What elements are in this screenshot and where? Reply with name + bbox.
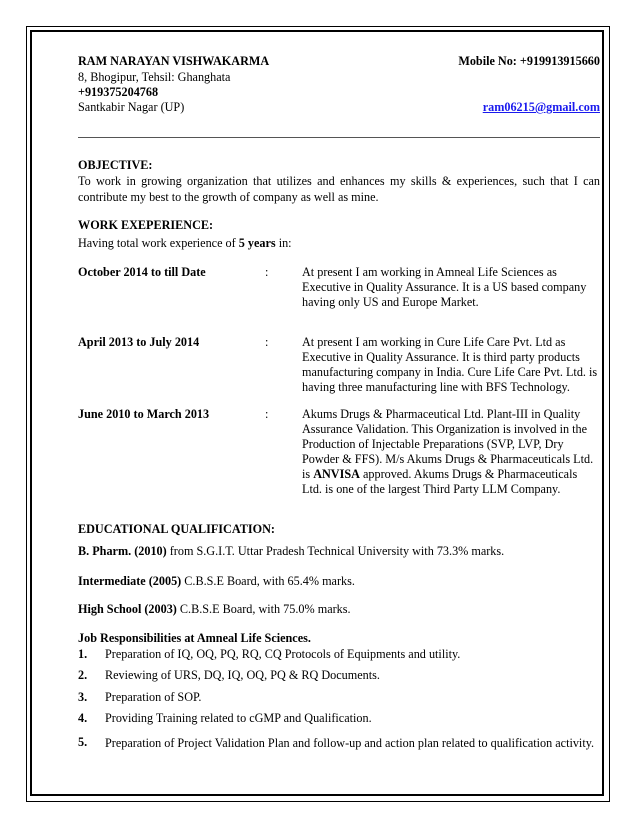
job-1-dates: October 2014 to till Date	[78, 265, 206, 279]
work-summary-prefix: Having total work experience of	[78, 236, 239, 250]
list-number: 5.	[78, 735, 88, 749]
objective-heading: OBJECTIVE:	[78, 158, 153, 172]
education-degree: Intermediate (2005)	[78, 574, 182, 588]
list-text: Preparation of IQ, OQ, PQ, RQ, CQ Protocols of Equipments and utility.	[105, 647, 461, 661]
job-3-anvisa: ANVISA	[313, 467, 360, 481]
address-line-1: 8, Bhogipur, Tehsil: Ghanghata	[78, 70, 231, 84]
education-heading: EDUCATIONAL QUALIFICATION:	[78, 522, 275, 536]
list-number: 4.	[78, 711, 88, 725]
education-degree: High School (2003)	[78, 602, 177, 616]
job-3-description-part1: Akums Drugs & Pharmaceutical Ltd. Plant-III in Quality Assurance Validation. This Organization is involved in the Production of Injectable Preparations (SVP, LVP, Dry Powder & FFS). M/s Akums Drugs & Pharmaceuticals Ltd. is	[302, 407, 594, 481]
responsibilities-heading: Job Responsibilities at Amneal Life Sciences.	[78, 631, 311, 645]
list-number: 1.	[78, 647, 88, 661]
job-3-dates: June 2010 to March 2013	[78, 407, 210, 421]
work-summary-years: 5 years	[238, 236, 276, 250]
list-text: Preparation of SOP.	[105, 690, 202, 704]
objective-text: To work in growing organization that utilizes and enhances my skills & experiences, such that I can contribute my best to the growth of company as well as mine.	[78, 174, 600, 204]
job-3-description-part2: approved. Akums Drugs & Pharmaceuticals Ltd. is one of the largest Third Party LLM Company.	[302, 467, 578, 496]
job-2-description: At present I am working in Cure Life Care Pvt. Ltd as Executive in Quality Assurance. It is third party products manufacturing company in India. Cure Life Care Pvt. Ltd. is having three manufacturing line with BFS Technology.	[302, 335, 598, 394]
job-2-dates: April 2013 to July 2014	[78, 335, 200, 349]
work-experience-heading: WORK EXEPERIENCE:	[78, 218, 214, 232]
list-text: Reviewing of URS, DQ, IQ, OQ, PQ & RQ Documents.	[105, 668, 380, 682]
header-divider	[78, 137, 600, 138]
alternate-phone: +919375204768	[78, 85, 159, 99]
job-1-colon: :	[265, 265, 269, 279]
education-item	[78, 602, 351, 617]
education-detail: C.B.S.E Board, with 75.0% marks.	[176, 602, 351, 616]
education-detail: C.B.S.E Board, with 65.4% marks.	[181, 574, 355, 588]
address-line-2: Santkabir Nagar (UP)	[78, 100, 185, 114]
work-summary-suffix: in:	[275, 236, 292, 250]
mobile-number: Mobile No: +919913915660	[458, 54, 600, 68]
list-text: Providing Training related to cGMP and Qualification.	[105, 711, 372, 725]
list-number: 2.	[78, 668, 88, 682]
education-degree: B. Pharm. (2010)	[78, 544, 167, 558]
list-number: 3.	[78, 690, 88, 704]
job-3-colon: :	[265, 407, 269, 421]
email-link[interactable]: ram06215@gmail.com	[482, 100, 600, 114]
education-item	[78, 574, 355, 589]
candidate-name: RAM NARAYAN VISHWAKARMA	[78, 54, 270, 68]
job-2-colon: :	[265, 335, 269, 349]
education-item	[78, 544, 504, 559]
work-summary	[78, 236, 292, 251]
job-3-description	[302, 407, 598, 497]
list-text: Preparation of Project Validation Plan and follow-up and action plan related to qualification activity.	[105, 736, 595, 750]
education-detail: from S.G.I.T. Uttar Pradesh Technical University with 73.3% marks.	[166, 544, 505, 558]
job-1-description: At present I am working in Amneal Life Sciences as Executive in Quality Assurance. It is a US based company having only US and Europe Market.	[302, 265, 587, 309]
